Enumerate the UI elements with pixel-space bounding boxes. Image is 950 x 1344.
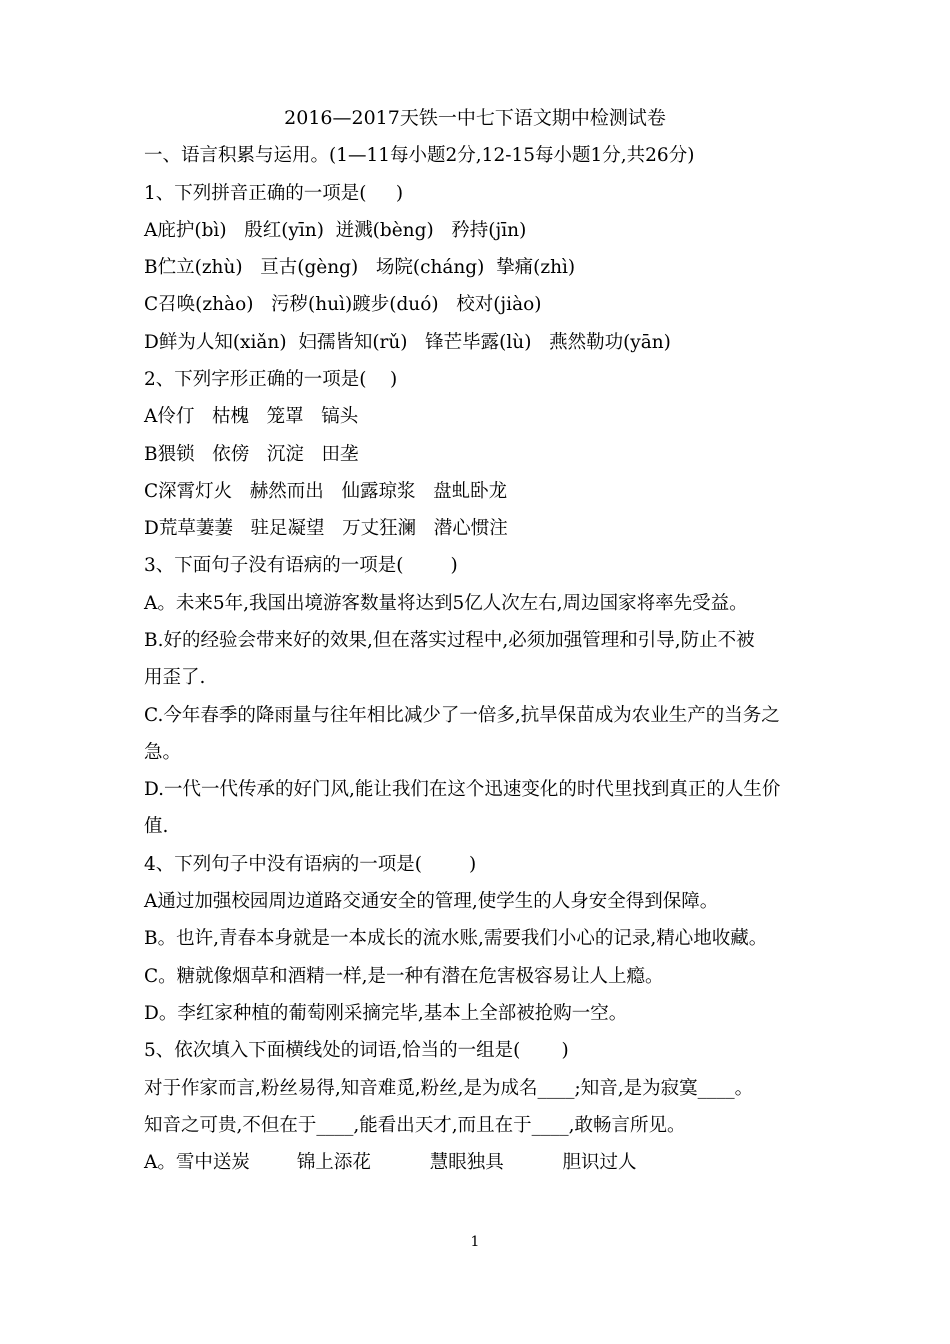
question-5-stem: 5、依次填入下面横线处的词语,恰当的一组是( ) bbox=[144, 1040, 569, 1061]
document-title: 2016—2017天铁一中七下语文期中检测试卷 bbox=[284, 107, 666, 129]
question-2-stem: 2、下列字形正确的一项是( ) bbox=[144, 369, 398, 390]
question-5-option-a: A。雪中送炭 锦上添花 慧眼独具 胆识过人 bbox=[144, 1152, 637, 1173]
question-1-option-d: D鲜为人知(xiǎn) 妇孺皆知(rǔ) 锋芒毕露(lù) 燕然勒功(yān) bbox=[144, 332, 671, 353]
question-4-option-b: B。也许,青春本身就是一本成长的流水账,需要我们小心的记录,精心地收藏。 bbox=[144, 928, 768, 949]
question-3-option-c-line-1: C.今年春季的降雨量与往年相比减少了一倍多,抗旱保苗成为农业生产的当务之 bbox=[144, 705, 780, 726]
question-3-option-b-line-2: 用歪了. bbox=[144, 667, 206, 688]
question-4-option-c: C。糖就像烟草和酒精一样,是一种有潜在危害极容易让人上瘾。 bbox=[144, 966, 664, 987]
question-2-option-d: D荒草萋萋 驻足凝望 万丈狂澜 潜心惯注 bbox=[144, 518, 508, 539]
question-3-option-d-line-2: 值. bbox=[144, 816, 169, 837]
question-3-option-c-line-2: 急。 bbox=[144, 742, 182, 763]
question-3-option-d-line-1: D.一代一代传承的好门风,能让我们在这个迅速变化的时代里找到真正的人生价 bbox=[144, 779, 781, 800]
question-4-option-d: D。李红家种植的葡萄刚采摘完毕,基本上全部被抢购一空。 bbox=[144, 1003, 628, 1024]
question-3-option-a: A。未来5年,我国出境游客数量将达到5亿人次左右,周边国家将率先受益。 bbox=[144, 593, 748, 614]
question-1-stem: 1、下列拼音正确的一项是( ) bbox=[144, 183, 404, 204]
question-1-option-a: A庇护(bì) 殷红(yīn) 迸溅(bèng) 矜持(jīn) bbox=[144, 220, 527, 241]
question-1-option-c: C召唤(zhào) 污秽(huì)踱步(duó) 校对(jiào) bbox=[144, 294, 542, 315]
section-heading: 一、语言积累与运用。(1—11每小题2分,12-15每小题1分,共26分) bbox=[144, 145, 695, 166]
page-number: 1 bbox=[470, 1234, 480, 1250]
question-2-option-a: A伶仃 枯槐 笼罩 镐头 bbox=[144, 406, 359, 427]
question-2-option-c: C深霄灯火 赫然而出 仙露琼浆 盘虬卧龙 bbox=[144, 481, 508, 502]
question-3-option-b-line-1: B.好的经验会带来好的效果,但在落实过程中,必须加强管理和引导,防止不被 bbox=[144, 630, 755, 651]
question-2-option-b: B猥锁 依傍 沉淀 田垄 bbox=[144, 444, 359, 465]
question-4-option-a: A通过加强校园周边道路交通安全的管理,使学生的人身安全得到保障。 bbox=[144, 891, 719, 912]
question-5-passage-line-2: 知音之可贵,不但在于____,能看出天才,而且在于____,敢畅言所见。 bbox=[144, 1115, 686, 1136]
question-1-option-b: B伫立(zhù) 亘古(gèng) 场院(cháng) 挚痛(zhì) bbox=[144, 257, 576, 278]
question-5-passage-line-1: 对于作家而言,粉丝易得,知音难觅,粉丝,是为成名____;知音,是为寂寞____。 bbox=[144, 1078, 754, 1099]
question-3-stem: 3、下面句子没有语病的一项是( ) bbox=[144, 555, 458, 576]
question-4-stem: 4、下列句子中没有语病的一项是( ) bbox=[144, 854, 477, 875]
